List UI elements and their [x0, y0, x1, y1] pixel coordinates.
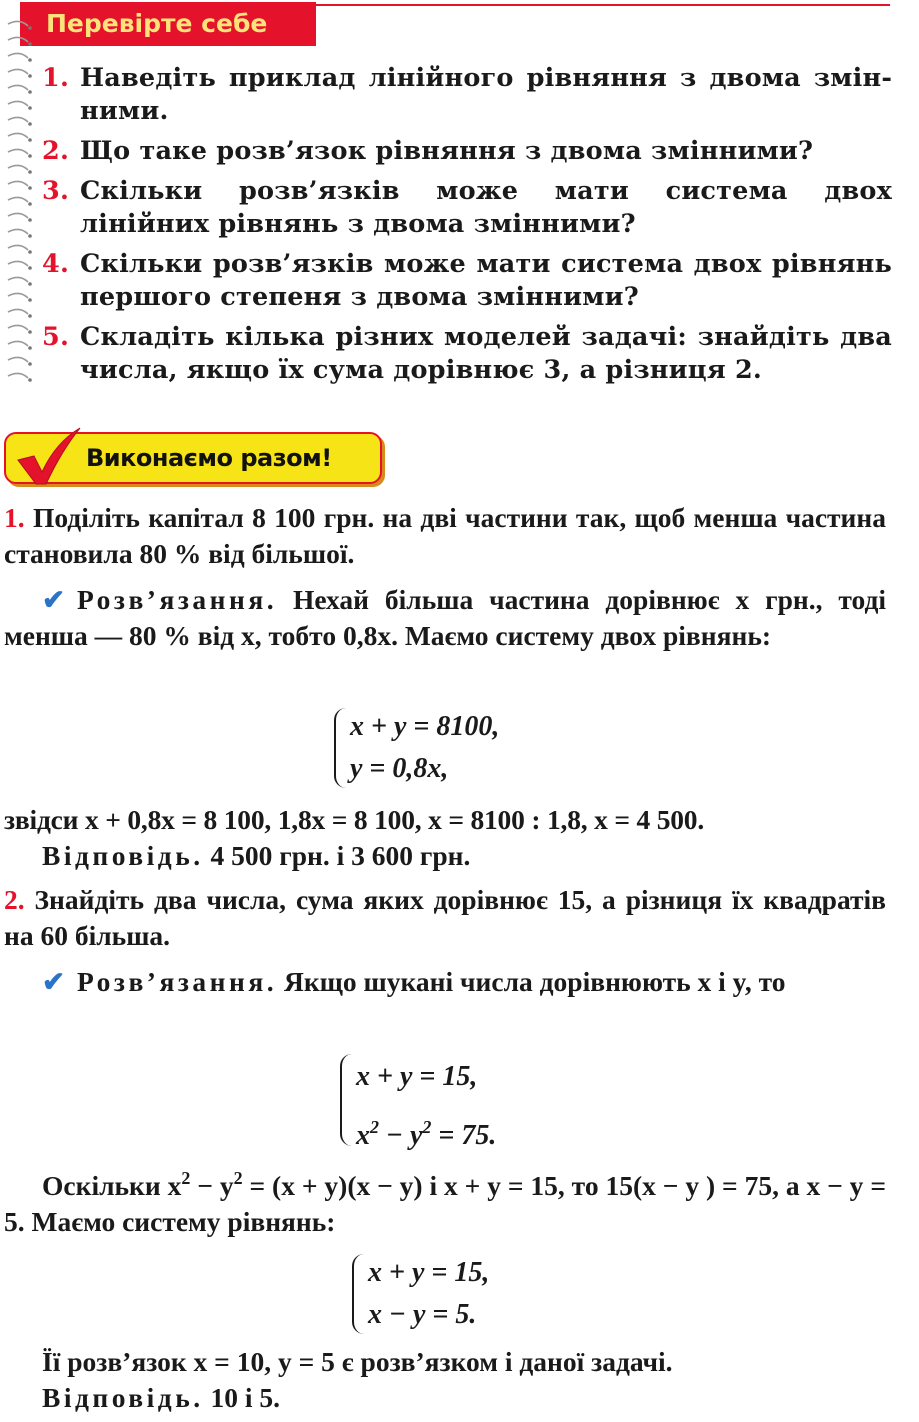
spiral-hole — [28, 170, 32, 174]
question-text: Наведіть приклад лінійного рівняння з двома змінними. — [80, 63, 892, 126]
spiral-ring — [8, 229, 28, 234]
spiral-hole — [28, 298, 32, 302]
question-text: Скільки розв’язків може мати система двох рівнянь першого степеня з двома змінними? — [80, 249, 892, 312]
spiral-ring — [8, 85, 28, 90]
solution-label: Розв’язання. — [77, 584, 278, 615]
answer-label: Відповідь. — [42, 1382, 204, 1413]
spiral-ring — [8, 149, 28, 154]
spiral-hole — [28, 122, 32, 126]
solution-check-icon: ✔ — [42, 966, 66, 997]
system-equation-2: x − y = 5. — [368, 1299, 477, 1330]
answer-value: 10 і 5. — [210, 1382, 281, 1413]
spiral-hole — [28, 218, 32, 222]
spiral-hole — [28, 186, 32, 190]
problem-1-derivation-block — [4, 802, 886, 874]
system-equation-2 — [340, 1102, 496, 1161]
question-number: 2. — [42, 136, 70, 166]
spiral-hole — [28, 362, 32, 366]
question-number: 1. — [42, 63, 70, 93]
spiral-ring — [8, 357, 28, 362]
problem-1-solution — [4, 582, 886, 654]
question-4 — [42, 248, 892, 314]
spiral-hole — [28, 330, 32, 334]
question-3 — [42, 175, 892, 241]
system-brace — [352, 1254, 368, 1334]
spiral-ring — [8, 37, 28, 42]
spiral-ring — [8, 101, 28, 106]
spiral-ring — [8, 21, 28, 26]
problem-2-conclusion-block — [4, 1344, 886, 1416]
spiral-hole — [28, 378, 32, 382]
spiral-ring — [8, 341, 28, 346]
problem-2 — [4, 882, 886, 1000]
spiral-ring — [8, 117, 28, 122]
spiral-ring — [8, 213, 28, 218]
problem-2-system-2 — [352, 1252, 489, 1336]
question-2 — [42, 135, 892, 168]
system-brace — [334, 708, 350, 788]
spiral-ring — [8, 69, 28, 74]
together-badge — [4, 432, 382, 484]
problem-1-derivation: звідси x + 0,8x = 8 100, 1,8x = 8 100, x = 8100 : 1,8, x = 4 500. — [4, 804, 705, 835]
spiral-ring — [8, 53, 28, 58]
spiral-hole — [28, 90, 32, 94]
exponent: 2 — [370, 1117, 379, 1137]
question-1 — [42, 62, 892, 128]
reasoning-part: = (x + y)(x − y) і x + y = 15, то 15(x − y ) = 75, а x − y = 5. Маємо систему рівнянь: — [4, 1170, 886, 1237]
spiral-ring — [8, 245, 28, 250]
reasoning-part: Оскільки x — [42, 1170, 182, 1201]
spiral-hole — [28, 250, 32, 254]
exponent: 2 — [233, 1168, 243, 1188]
problem-1-answer — [4, 838, 886, 874]
answer-value: 4 500 грн. і 3 600 грн. — [210, 840, 471, 871]
spiral-hole — [28, 346, 32, 350]
spiral-hole — [28, 106, 32, 110]
reasoning-part: − y — [190, 1170, 234, 1201]
together-badge-label: Виконаємо разом! — [86, 444, 332, 472]
spiral-hole — [28, 314, 32, 318]
problem-1 — [4, 500, 886, 654]
question-text: Що таке розв’язок рівняння з двома змінними? — [80, 136, 814, 166]
problem-text: Поділіть капітал 8 100 грн. на дві частини так, щоб менша частина становила 80 % від більшої. — [4, 502, 886, 569]
spiral-ring — [8, 165, 28, 170]
question-text: Складіть кілька різних моделей задачі: знайдіть два числа, якщо їх сума дорівнює 3, а різниця 2. — [80, 322, 892, 385]
spiral-hole — [28, 42, 32, 46]
question-text: Скільки розв’язків може мати система двох лінійних рівнянь з двома змінними? — [80, 176, 892, 239]
spiral-hole — [28, 26, 32, 30]
spiral-hole — [28, 234, 32, 238]
notebook-spiral-icon — [2, 18, 38, 386]
spiral-ring — [8, 197, 28, 202]
eq-rhs: = 75. — [431, 1120, 497, 1151]
problem-2-solution — [4, 964, 886, 1000]
exponent: 2 — [181, 1168, 191, 1188]
problem-2-reasoning — [4, 1160, 886, 1240]
spiral-hole — [28, 154, 32, 158]
eq-y: y — [409, 1120, 423, 1151]
system-equation-2: y = 0,8x, — [350, 753, 449, 784]
problem-number: 1. — [4, 502, 25, 533]
problem-1-statement — [4, 500, 886, 572]
problem-2-system-1 — [340, 1052, 496, 1161]
exponent: 2 — [422, 1117, 432, 1137]
problem-2-conclusion: Її розв’язок x = 10, y = 5 є розв’язком і даної задачі. — [42, 1346, 673, 1377]
system-equation-1: x + y = 15, — [356, 1061, 478, 1092]
spiral-hole — [28, 74, 32, 78]
checkmark-icon — [12, 426, 84, 488]
question-5 — [42, 321, 892, 387]
system-equation-1: x + y = 15, — [368, 1257, 490, 1288]
question-list — [42, 62, 892, 394]
spiral-hole — [28, 282, 32, 286]
solution-text: Якщо шукані числа дорівнюють x і y, то — [283, 966, 786, 997]
solution-text: Нехай більша частина дорівнює x грн., тоді менша — 80 % від x, тобто 0,8x. Маємо систему двох рівнянь: — [4, 584, 887, 651]
spiral-hole — [28, 58, 32, 62]
question-number: 3. — [42, 176, 70, 206]
problem-2-statement — [4, 882, 886, 954]
solution-check-icon: ✔ — [42, 584, 66, 615]
problem-2-answer — [4, 1380, 886, 1416]
spiral-ring — [8, 133, 28, 138]
spiral-ring — [8, 309, 28, 314]
question-number: 4. — [42, 249, 70, 279]
spiral-ring — [8, 325, 28, 330]
spiral-ring — [8, 261, 28, 266]
solution-label: Розв’язання. — [77, 966, 278, 997]
question-number: 5. — [42, 322, 70, 352]
spiral-ring — [8, 293, 28, 298]
problem-2-middle — [4, 1160, 886, 1240]
spiral-hole — [28, 266, 32, 270]
spiral-hole — [28, 138, 32, 142]
problem-1-system — [334, 706, 499, 790]
system-brace — [340, 1054, 356, 1146]
spiral-hole — [28, 202, 32, 206]
spiral-ring — [8, 373, 28, 378]
eq-x: x — [356, 1120, 370, 1151]
problem-number: 2. — [4, 884, 25, 915]
eq-minus: − — [379, 1120, 410, 1151]
spiral-ring — [8, 181, 28, 186]
system-equation-1: x + y = 8100, — [350, 711, 500, 742]
spiral-ring — [8, 277, 28, 282]
problem-text: Знайдіть два числа, сума яких дорівнює 15, а різниця їх квадратів на 60 більша. — [4, 884, 886, 951]
answer-label: Відповідь. — [42, 840, 204, 871]
check-section-title: Перевірте себе — [46, 9, 268, 38]
header-rule — [316, 4, 890, 6]
check-section-header — [20, 2, 316, 46]
